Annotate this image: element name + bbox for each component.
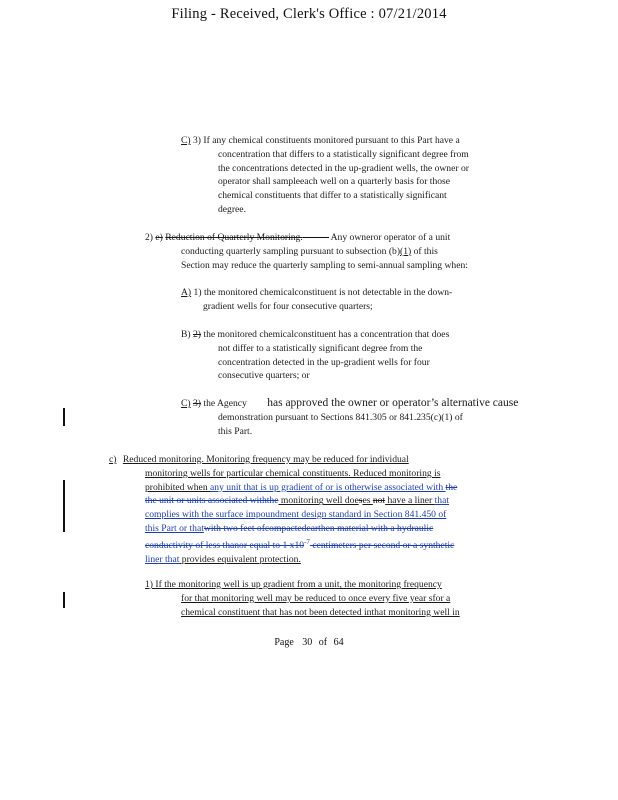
item-c3b-line	[181, 397, 518, 411]
text-line: gradient wells for four consecutive quarters;	[203, 300, 373, 312]
text-line: concentration that differs to a statistically significant degree from	[218, 148, 469, 160]
item-c3-block	[181, 134, 469, 217]
inserted-text: has approved the owner or operator’s alternative cause	[267, 397, 519, 409]
text-span: conducting quarterly sampling pursuant to subsection (b)	[181, 245, 401, 257]
text-line: the concentrations detected in the up-gradient wells, the owner or	[218, 162, 469, 174]
item-a1-line	[181, 286, 452, 300]
item-label-old: 3)	[193, 135, 201, 146]
text-line: not differ to a statistically significant degree from the	[218, 342, 423, 354]
item-2-block	[145, 231, 468, 272]
text-line: for that monitoring well may be reduced to once every five year sfor a	[181, 592, 451, 604]
item-c-line	[109, 522, 457, 536]
inserted-text: complies with the surface impoundment design standard in Section 841.450 of	[145, 509, 447, 521]
text-line: monitoring wells for particular chemical constituents. Reduced monitoring is	[145, 467, 441, 479]
text-line: demonstration pursuant to Sections 841.305 or 841.235(c)(1) of	[218, 411, 463, 423]
item-c-block	[109, 453, 457, 567]
struck-text: centimeters per second or a synthetic	[309, 539, 455, 551]
item-label-new: B)	[181, 329, 191, 340]
text-line: degree.	[218, 203, 246, 215]
item-label-new: A)	[181, 287, 192, 298]
text-span: monitoring well doe	[278, 495, 359, 507]
item-c-line	[109, 481, 457, 495]
item-label-old: e)	[155, 232, 163, 243]
item-c-line	[109, 553, 457, 567]
text-line: the monitored chemicalconstituent is not detectable in the down-	[203, 287, 453, 298]
page-footer	[0, 637, 618, 648]
text-span: of this	[411, 245, 438, 257]
text-span: provides equivalent protection.	[179, 553, 301, 565]
inserted-text: that	[434, 495, 450, 507]
struck-text: the unit or units associated withthe	[145, 495, 279, 507]
filing-header: Filing - Received, Clerk's Office : 07/21/2014	[171, 6, 447, 22]
page-number: 30	[302, 637, 313, 648]
text-line: consecutive quarters; or	[218, 370, 310, 382]
struck-text: s	[358, 495, 363, 507]
text-span: the Agency	[203, 398, 247, 409]
text-line: chemical constituent that has not been detected inthat monitoring well in	[181, 606, 460, 618]
text-line: this Part.	[218, 425, 253, 437]
text-line: If any chemical constituents monitored pursuant to this Part have a	[203, 135, 460, 146]
strike-rule	[303, 237, 329, 238]
text-line: the monitored chemicalconstituent has a concentration that does	[203, 329, 450, 340]
inserted-text: any unit that is up gradient of or is otherwise associated with	[210, 481, 446, 493]
change-bar	[63, 408, 65, 426]
of-label: of	[318, 637, 328, 648]
text-span: es	[362, 495, 373, 507]
item-c1-block	[145, 578, 460, 619]
item-c1-line	[145, 578, 460, 592]
struck-heading: Reduction of Quarterly Monitoring.	[165, 232, 303, 243]
item-c-line	[109, 453, 457, 467]
text-line: operator shall sampleeach well on a quarterly basis for those	[218, 176, 451, 188]
text-line: chemical constituents that differ to a statistically significant	[218, 190, 447, 202]
page-label: Page	[274, 637, 294, 648]
text-line: Any owneror operator of a unit	[330, 232, 451, 243]
item-label-old: 3)	[193, 398, 201, 409]
item-label-new: C)	[181, 398, 191, 409]
item-b2-line	[181, 328, 449, 342]
item-c-line	[109, 536, 457, 553]
item-label: c)	[109, 454, 117, 465]
item-c-line	[109, 494, 457, 508]
text-line: Section may reduce the quarterly sampling to semi-annual sampling when:	[181, 259, 468, 271]
struck-text: conductivity of less thanor equal to 1 x10	[145, 539, 305, 551]
inserted-text: this Part or that	[145, 522, 204, 534]
text-line: Reduced monitoring. Monitoring frequency may be reduced for individual	[122, 454, 409, 465]
item-label-old: 2)	[193, 329, 201, 340]
struck-text: the	[445, 481, 458, 493]
item-label-new: 2)	[145, 232, 153, 243]
text-span: prohibited when	[145, 481, 211, 493]
item-b2-block	[181, 328, 449, 383]
inserted-text: liner that	[145, 553, 180, 565]
text-line: concentration detected in the up-gradient wells for four	[218, 356, 430, 368]
item-2-line	[145, 245, 468, 259]
text-span: have a liner	[385, 495, 435, 507]
struck-text: with two feet ofcompactedearthen material with a hydraulic	[203, 522, 434, 534]
change-bar	[63, 592, 65, 608]
item-label: 1)	[145, 579, 153, 590]
item-c3-line	[181, 134, 469, 148]
page-total: 64	[333, 637, 344, 648]
change-bar	[63, 480, 65, 532]
item-c3b-block	[181, 397, 518, 438]
item-label-new: C)	[181, 135, 191, 146]
underlined-ref: (1)	[400, 245, 412, 257]
superscript: -7	[304, 537, 310, 546]
text-line: If the monitoring well is up gradient from a unit, the monitoring frequency	[155, 579, 442, 590]
item-a1-block	[181, 286, 452, 314]
item-label-old: 1)	[193, 287, 202, 298]
item-2-line	[145, 231, 468, 245]
struck-text: not	[372, 495, 386, 507]
